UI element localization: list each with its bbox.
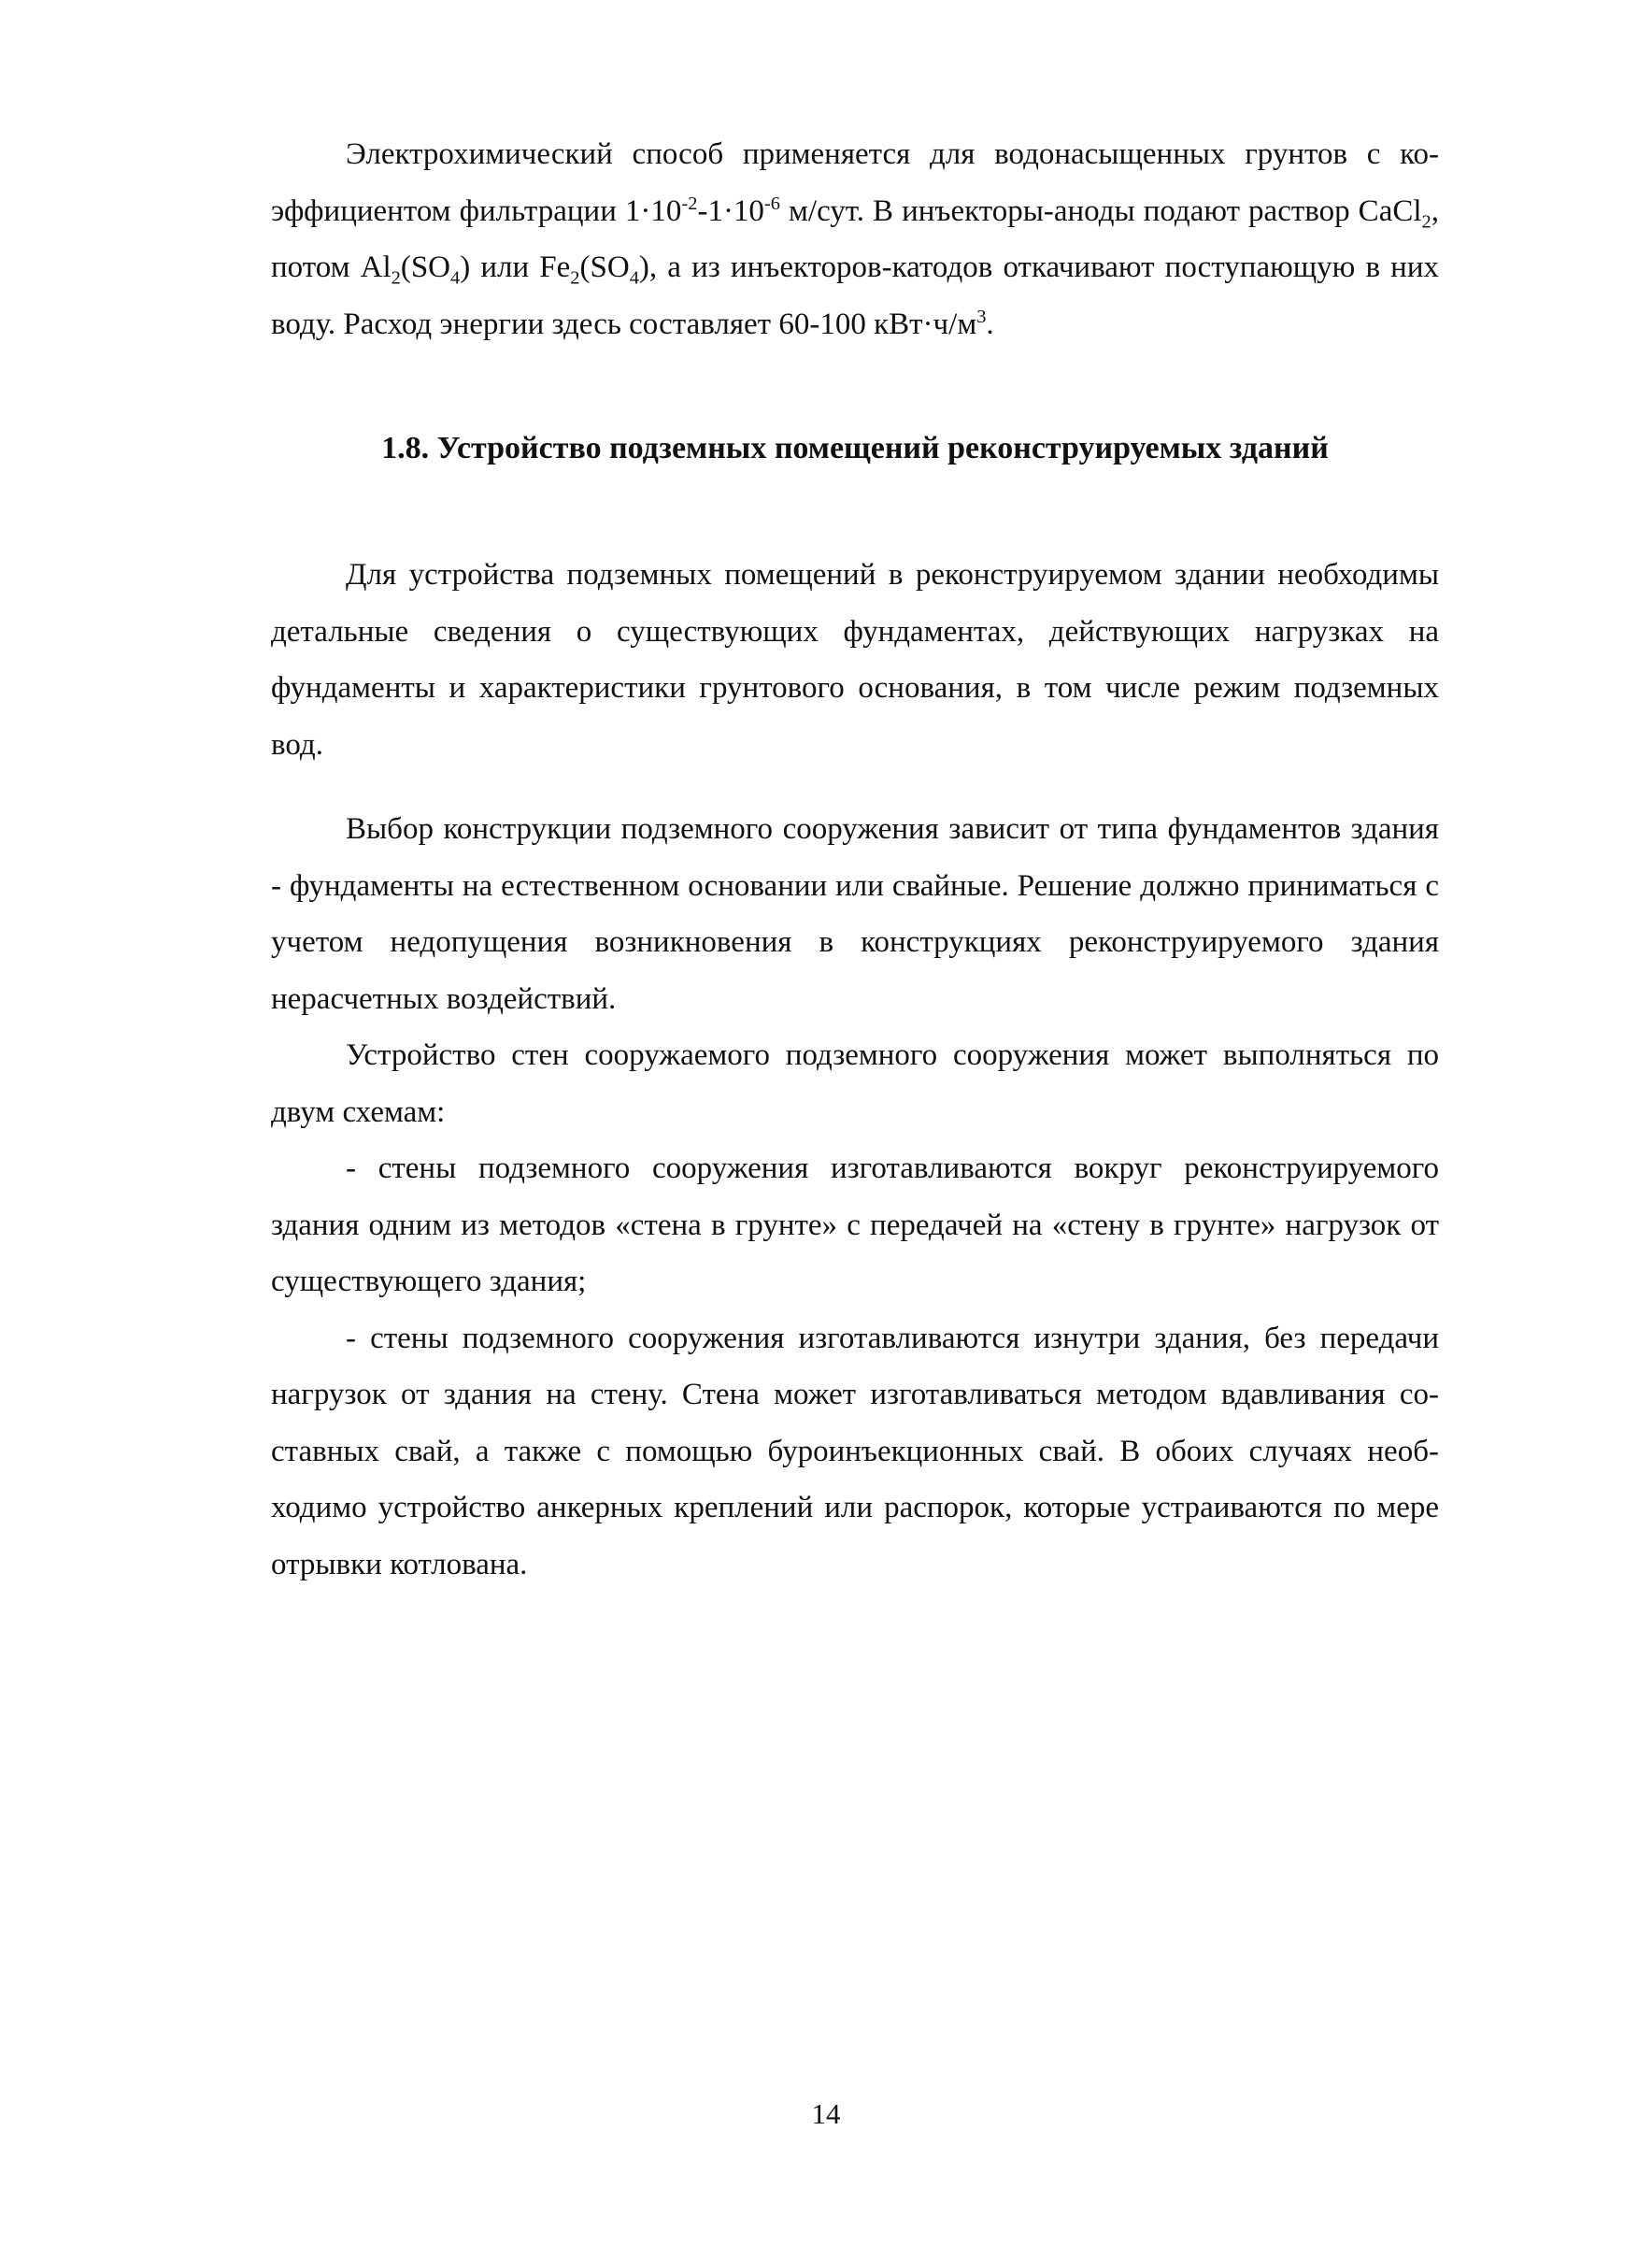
- section-body: [271, 547, 1439, 1593]
- body-paragraph: Для устройства подземных помещений в реконструируемом здании необходимы детальные сведения о существующих фундаментах, действующих нагрузках на фундаменты и характеристики грунтового основания, в том числе режим подземных вод.: [271, 558, 1439, 762]
- intro-paragraph: Электрохимический способ применяется для водонасыщенных грунтов с коэффициентом фильтрации $1\cdot 10^{-2}-1\cdot 10^{-6}$ м/сут. В инъекторы-аноды подают раствор CaCl$_2$, потом $Al_2(SO_4)$ или $Fe_2(SO_4)$, а из инъекторов-катодов откачивают поступающую в них воду. Расход энергии здесь составляет 60-100 $кВт\cdot ч/м^3$.: [271, 137, 1439, 341]
- body-paragraph: Выбор конструкции подземного сооружения зависит от типа фундаментов здания - фундаменты на естественном основании или свайные. Решение должно приниматься с учетом недопущения возникновения в конструкциях реконструируемого здания нерасчетных воздействий.: [271, 812, 1439, 1016]
- list-item: - стены подземного сооружения изготавливаются вокруг реконструируемого здания одним из методов «стена в грунте» с передачей на «стену в грунте» нагрузок от существующего здания;: [271, 1151, 1439, 1298]
- body-paragraph: Устройство стен сооружаемого подземного сооружения может выполняться по двум схемам:: [271, 1038, 1439, 1129]
- list-item: - стены подземного сооружения изготавливаются изнутри здания, без передачи нагрузок от здания на стену. Стена может изготавливаться методом вдавливания составных свай, а также с помощью буроинъекционных свай. В обоих случаях необходимо устройство анкерных креплений или распорок, которые устраиваются по мере отрывки котлована.: [271, 1321, 1439, 1581]
- intro-block: [271, 126, 1439, 352]
- page-number: 14: [811, 2097, 841, 2130]
- section-heading: 1.8. Устройство подземных помещений реконструируемых зданий: [381, 431, 1329, 465]
